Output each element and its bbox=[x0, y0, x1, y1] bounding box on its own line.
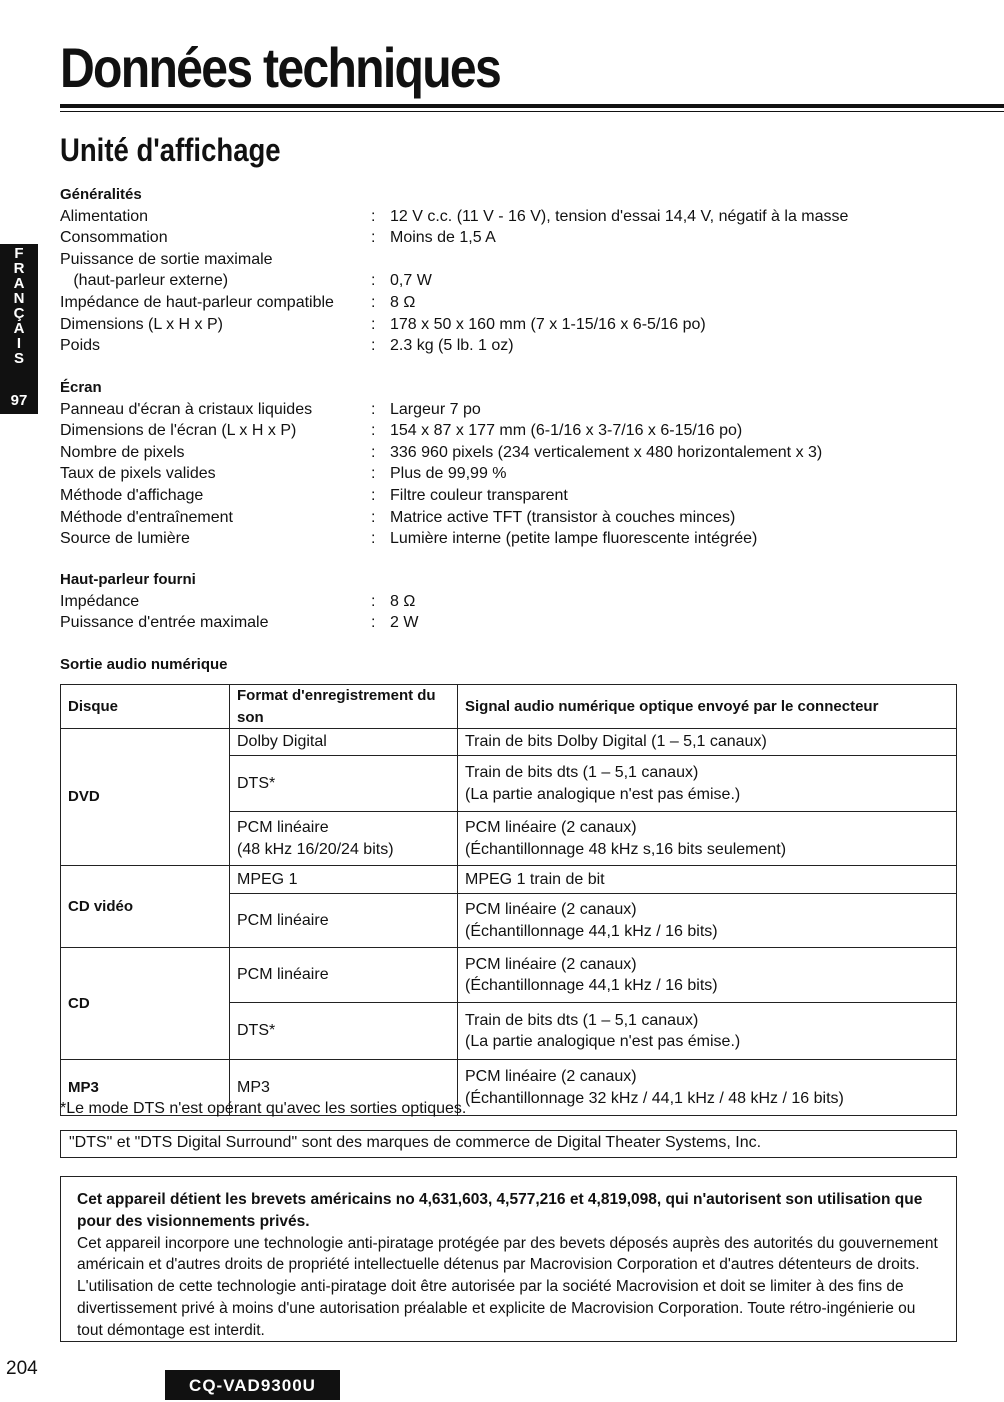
spec-value: 12 V c.c. (11 V - 16 V), tension d'essai 14,4 V, négatif à la masse bbox=[390, 207, 849, 225]
format-cell: PCM linéaire bbox=[230, 894, 458, 948]
language-tab-letter: A bbox=[13, 275, 25, 292]
spec-label: Dimensions (L x H x P) bbox=[60, 315, 223, 333]
signal-cell: PCM linéaire (2 canaux) (Échantillonnage 44,1 kHz / 16 bits) bbox=[458, 894, 957, 948]
spec-row bbox=[60, 507, 940, 529]
spec-value: 336 960 pixels (234 verticalement x 480 horizontalement x 3) bbox=[390, 443, 823, 461]
spec-value: 8 Ω bbox=[390, 293, 416, 311]
spec-value: 178 x 50 x 160 mm (7 x 1-15/16 x 6-5/16 po) bbox=[390, 315, 706, 333]
spec-value: 0,7 W bbox=[390, 272, 432, 290]
spec-row bbox=[60, 249, 940, 292]
section-title: Unité d'affichage bbox=[60, 132, 281, 168]
signal-cell: PCM linéaire (2 canaux) (Échantillonnage 44,1 kHz / 16 bits) bbox=[458, 948, 957, 1003]
disque-cell: CD bbox=[61, 948, 230, 1060]
table-row bbox=[61, 948, 957, 1003]
language-tab-letter: F bbox=[14, 245, 24, 262]
spec-value: Plus de 99,99 % bbox=[390, 465, 507, 483]
spec-colon: : bbox=[371, 229, 376, 247]
spec-label: Source de lumière bbox=[60, 530, 190, 548]
spec-value: Filtre couleur transparent bbox=[390, 486, 568, 504]
spec-label: Taux de pixels valides bbox=[60, 465, 216, 483]
signal-cell: PCM linéaire (2 canaux) (Échantillonnage 32 kHz / 44,1 kHz / 48 kHz / 16 bits) bbox=[458, 1060, 957, 1116]
format-cell: DTS* bbox=[230, 1003, 458, 1060]
spec-value: Largeur 7 po bbox=[390, 400, 481, 418]
spec-colon: : bbox=[371, 465, 376, 483]
language-tab-letter: N bbox=[13, 290, 25, 307]
trademark-notice: "DTS" et "DTS Digital Surround" sont des marques de commerce de Digital Theater Systems, Inc. bbox=[60, 1130, 957, 1158]
spec-row bbox=[60, 442, 940, 464]
language-tab-letter: R bbox=[13, 260, 25, 277]
spec-value: 2 W bbox=[390, 614, 419, 632]
format-cell: DTS* bbox=[230, 756, 458, 812]
haut-parleur-section bbox=[60, 569, 940, 634]
spec-label: Poids bbox=[60, 337, 101, 355]
spec-row bbox=[60, 292, 940, 314]
spec-row bbox=[60, 591, 940, 613]
spec-colon: : bbox=[371, 508, 376, 526]
spec-label: Méthode d'affichage bbox=[60, 486, 204, 504]
patent-notice-heading: Cet appareil détient les brevets américains no 4,631,603, 4,577,216 et 4,819,098, qui n'autorisent son utilisation que pour des visionnements privés. bbox=[77, 1191, 923, 1230]
model-badge: CQ-VAD9300U bbox=[165, 1370, 340, 1400]
spec-value: Matrice active TFT (transistor à couches minces) bbox=[390, 508, 736, 526]
spec-value: Moins de 1,5 A bbox=[390, 229, 496, 247]
spec-row bbox=[60, 463, 940, 485]
format-cell: MPEG 1 bbox=[230, 866, 458, 894]
column-header: Signal audio numérique optique envoyé par le connecteur bbox=[458, 685, 957, 729]
spec-colon: : bbox=[371, 207, 376, 225]
spec-colon: : bbox=[371, 272, 376, 290]
spec-label: Dimensions de l'écran (L x H x P) bbox=[60, 422, 297, 440]
haut-parleur-heading: Haut-parleur fourni bbox=[60, 571, 196, 588]
column-header: Format d'enregistrement du son bbox=[230, 685, 458, 729]
spec-label: Puissance de sortie maximale (haut-parleur externe) bbox=[60, 250, 273, 290]
spec-colon: : bbox=[371, 443, 376, 461]
patent-notice bbox=[60, 1176, 957, 1342]
spec-colon: : bbox=[371, 400, 376, 418]
spec-label: Impédance de haut-parleur compatible bbox=[60, 293, 334, 311]
language-tab-letter: Ç bbox=[13, 305, 25, 322]
format-cell: PCM linéaire bbox=[230, 948, 458, 1003]
ecran-section bbox=[60, 377, 940, 550]
spec-colon: : bbox=[371, 337, 376, 355]
language-tab-letters bbox=[0, 246, 38, 366]
spec-colon: : bbox=[371, 315, 376, 333]
table-row bbox=[61, 729, 957, 756]
language-tab-letter: I bbox=[16, 335, 22, 352]
spec-value: Lumière interne (petite lampe fluorescente intégrée) bbox=[390, 530, 758, 548]
language-tab-page: 97 bbox=[10, 392, 28, 409]
page-number: 204 bbox=[6, 1358, 38, 1379]
signal-cell: Train de bits dts (1 – 5,1 canaux) (La partie analogique n'est pas émise.) bbox=[458, 756, 957, 812]
signal-cell: PCM linéaire (2 canaux) (Échantillonnage 48 kHz s,16 bits seulement) bbox=[458, 812, 957, 866]
ecran-heading: Écran bbox=[60, 379, 102, 396]
sortie-audio-table bbox=[60, 684, 957, 1116]
signal-cell: Train de bits Dolby Digital (1 – 5,1 canaux) bbox=[458, 729, 957, 756]
signal-cell: MPEG 1 train de bit bbox=[458, 866, 957, 894]
disque-cell: CD vidéo bbox=[61, 866, 230, 948]
dts-footnote: *Le mode DTS n'est opérant qu'avec les sorties optiques. bbox=[60, 1100, 467, 1117]
spec-colon: : bbox=[371, 486, 376, 504]
table-header-row bbox=[61, 685, 957, 729]
disque-cell: DVD bbox=[61, 729, 230, 866]
signal-cell: Train de bits dts (1 – 5,1 canaux) (La partie analogique n'est pas émise.) bbox=[458, 1003, 957, 1060]
spec-label: Panneau d'écran à cristaux liquides bbox=[60, 400, 313, 418]
spec-colon: : bbox=[371, 592, 376, 610]
spec-label: Méthode d'entraînement bbox=[60, 508, 233, 526]
title-rule bbox=[60, 104, 1004, 108]
spec-label: Consommation bbox=[60, 229, 168, 247]
format-cell: PCM linéaire (48 kHz 16/20/24 bits) bbox=[230, 812, 458, 866]
page-title: Données techniques bbox=[60, 36, 501, 99]
spec-row bbox=[60, 485, 940, 507]
spec-label: Alimentation bbox=[60, 207, 149, 225]
language-tab-letter: S bbox=[13, 350, 24, 367]
table-row bbox=[61, 866, 957, 894]
language-tab bbox=[0, 244, 38, 414]
spec-label: Puissance d'entrée maximale bbox=[60, 614, 269, 632]
spec-row bbox=[60, 314, 940, 336]
spec-row bbox=[60, 420, 940, 442]
spec-row bbox=[60, 335, 940, 357]
spec-colon: : bbox=[371, 614, 376, 632]
spec-row bbox=[60, 206, 940, 228]
title-rule-thin bbox=[60, 111, 1004, 112]
spec-row bbox=[60, 227, 940, 249]
generalites-section bbox=[60, 184, 940, 357]
spec-value: 8 Ω bbox=[390, 592, 416, 610]
patent-notice-text: Cet appareil incorpore une technologie anti-piratage protégée par des bevets déposés auprès des autorités du gouvernement américain et d'autres droits de propriété intellectuelle détenus par Macrovision Corporation et d'autres détenteurs de droits. L'utilisation de cette technologie anti-piratage doit être autorisée par la société Macrovision et doit se limiter à des fins de divertissement privé à moins d'une autorisation préalable et explicite de Macrovision Corporation. Toute rétro-ingénierie ou tout démontage est interdit. bbox=[77, 1234, 938, 1339]
column-header: Disque bbox=[61, 685, 230, 729]
generalites-heading: Généralités bbox=[60, 186, 142, 203]
disque-cell: MP3 bbox=[61, 1060, 230, 1116]
spec-label: Impédance bbox=[60, 592, 140, 610]
spec-colon: : bbox=[371, 293, 376, 311]
spec-row bbox=[60, 612, 940, 634]
spec-value: 2.3 kg (5 lb. 1 oz) bbox=[390, 337, 514, 355]
sortie-audio-heading: Sortie audio numérique bbox=[60, 656, 228, 673]
spec-colon: : bbox=[371, 422, 376, 440]
spec-label: Nombre de pixels bbox=[60, 443, 185, 461]
format-cell: MP3 bbox=[230, 1060, 458, 1116]
format-cell: Dolby Digital bbox=[230, 729, 458, 756]
spec-colon: : bbox=[371, 530, 376, 548]
spec-value: 154 x 87 x 177 mm (6-1/16 x 3-7/16 x 6-15/16 po) bbox=[390, 422, 743, 440]
language-tab-letter: A bbox=[13, 320, 25, 337]
spec-row bbox=[60, 399, 940, 421]
spec-row bbox=[60, 528, 940, 550]
